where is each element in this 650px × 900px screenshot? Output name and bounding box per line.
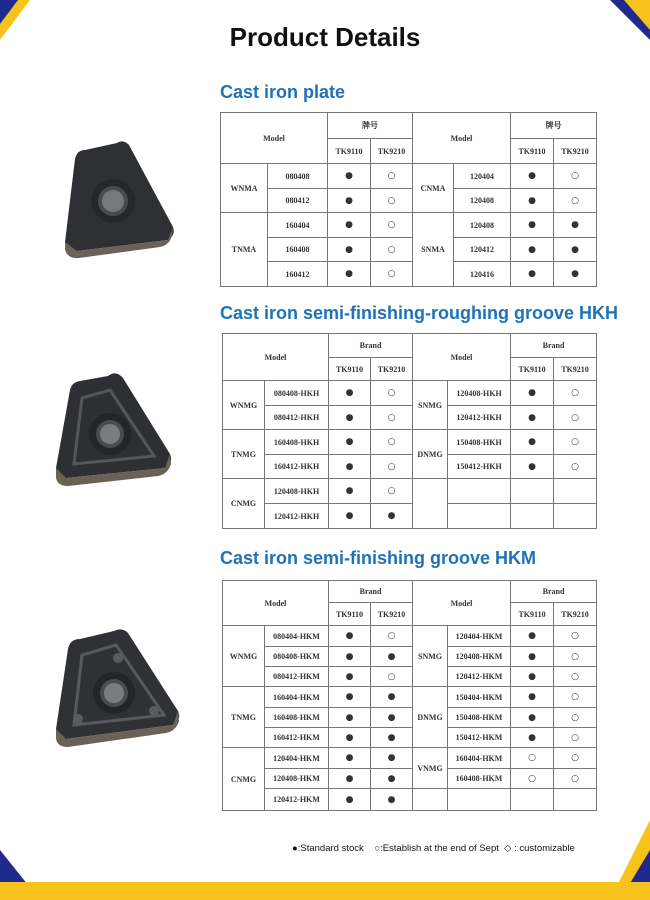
wnma-plate-icon — [55, 135, 180, 265]
family-cell: TNMG — [223, 430, 265, 479]
model-header: Model — [413, 113, 511, 164]
model-code: 080412-HKH — [265, 406, 329, 430]
brand-header: 牌号 — [328, 113, 413, 139]
model-code: 160412 — [268, 262, 328, 287]
stock-mark: ○ — [554, 626, 597, 647]
stock-mark: ● — [511, 667, 554, 687]
grade-header: TK9210 — [371, 139, 413, 164]
stock-mark: ○ — [371, 455, 413, 479]
stock-mark: ○ — [371, 626, 413, 647]
stock-mark: ○ — [554, 381, 597, 406]
model-code: 080408-HKM — [265, 647, 329, 667]
stock-mark: ● — [329, 455, 371, 479]
model-code: 120412-HKH — [448, 406, 511, 430]
model-code: 150408-HKH — [448, 430, 511, 455]
model-code: 120408-HKM — [448, 647, 511, 667]
model-header: Model — [221, 113, 328, 164]
family-cell: CNMG — [223, 748, 265, 811]
model-code: 080412 — [268, 189, 328, 213]
stock-mark: ● — [371, 687, 413, 708]
stock-mark: ● — [329, 430, 371, 455]
family-cell: WNMG — [223, 626, 265, 687]
family-cell: DNMG — [413, 687, 448, 748]
stock-mark: ● — [511, 430, 554, 455]
section-title-hkh: Cast iron semi-finishing-roughing groove HKH — [220, 303, 619, 323]
family-cell: SNMA — [413, 213, 454, 287]
page-title: Product Details — [229, 22, 421, 52]
legend-standard-stock: ●:Standard stock — [292, 843, 364, 854]
stock-mark: ● — [511, 213, 554, 238]
family-cell: TNMA — [221, 213, 268, 287]
model-code: 120408-HKH — [448, 381, 511, 406]
stock-mark: ● — [329, 626, 371, 647]
stock-mark: ● — [328, 238, 371, 262]
stock-mark: ○ — [554, 455, 597, 479]
stock-mark: ○ — [554, 728, 597, 748]
model-header: Model — [223, 581, 329, 626]
stock-mark: ● — [511, 238, 554, 262]
section-title-cast-iron-plate: Cast iron plate — [220, 82, 346, 102]
model-header: Model — [413, 334, 511, 381]
model-code: 120412-HKM — [265, 789, 329, 811]
stock-mark: ○ — [554, 406, 597, 430]
family-cell: CNMG — [223, 479, 265, 529]
stock-mark: ● — [511, 687, 554, 708]
legend-establish: ○:Establish at the end of Sept — [374, 843, 499, 854]
stock-mark: ○ — [554, 687, 597, 708]
model-code: 160408-HKH — [265, 430, 329, 455]
brand-header: Brand — [329, 581, 413, 603]
stock-mark: ● — [329, 687, 371, 708]
stock-mark: ● — [328, 189, 371, 213]
section-title-hkm: Cast iron semi-finishing groove HKM — [220, 548, 537, 568]
grade-header: TK9210 — [371, 358, 413, 381]
brand-header: Brand — [329, 334, 413, 358]
model-code: 160404 — [268, 213, 328, 238]
stock-mark: ○ — [371, 189, 413, 213]
wnmg-hkh-insert-icon — [50, 368, 180, 493]
model-code: 080412-HKM — [265, 667, 329, 687]
model-code — [448, 789, 511, 811]
stock-mark: ○ — [554, 667, 597, 687]
stock-mark: ● — [329, 647, 371, 667]
stock-mark: ○ — [371, 164, 413, 189]
model-code: 160404-HKM — [265, 687, 329, 708]
family-cell: CNMA — [413, 164, 454, 213]
stock-mark: ○ — [371, 238, 413, 262]
stock-mark: ○ — [371, 381, 413, 406]
grade-header: TK9110 — [511, 603, 554, 626]
model-code: 120412 — [454, 238, 511, 262]
model-code: 150412-HKM — [448, 728, 511, 748]
model-code: 160408 — [268, 238, 328, 262]
stock-mark: ● — [371, 748, 413, 769]
model-code: 120408 — [454, 189, 511, 213]
stock-mark: ● — [554, 213, 597, 238]
stock-mark: ● — [329, 504, 371, 529]
stock-mark: ○ — [511, 748, 554, 769]
family-cell: TNMG — [223, 687, 265, 748]
model-code: 120404 — [454, 164, 511, 189]
grade-header: TK9110 — [329, 358, 371, 381]
stock-mark: ● — [371, 708, 413, 728]
stock-mark: ○ — [371, 262, 413, 287]
stock-mark: ○ — [371, 479, 413, 504]
stock-mark: ● — [511, 708, 554, 728]
grade-header: TK9210 — [554, 358, 597, 381]
bottom-yellow-bar — [0, 882, 650, 900]
stock-mark: ● — [329, 748, 371, 769]
stock-mark: ● — [328, 213, 371, 238]
stock-mark: ○ — [371, 667, 413, 687]
stock-mark: ● — [511, 455, 554, 479]
stock-mark: ● — [554, 238, 597, 262]
stock-mark: ○ — [554, 189, 597, 213]
stock-mark: ● — [329, 708, 371, 728]
stock-mark: ● — [329, 789, 371, 811]
stock-mark: ● — [329, 479, 371, 504]
model-code: 120412-HKH — [265, 504, 329, 529]
model-code: 080408-HKH — [265, 381, 329, 406]
stock-mark — [554, 504, 597, 529]
stock-mark: ● — [329, 381, 371, 406]
model-code: 150404-HKM — [448, 687, 511, 708]
stock-mark: ○ — [554, 769, 597, 789]
stock-mark: ● — [371, 504, 413, 529]
grade-header: TK9110 — [328, 139, 371, 164]
legend-customizable: ◇ : customizable — [504, 843, 575, 854]
empty-cell — [413, 789, 448, 811]
spec-table-cast-iron-plate — [220, 112, 597, 287]
family-cell: WNMG — [223, 381, 265, 430]
model-code: 120408-HKH — [265, 479, 329, 504]
stock-mark: ● — [511, 262, 554, 287]
family-cell: SNMG — [413, 381, 448, 430]
model-header: Model — [223, 334, 329, 381]
brand-header: Brand — [511, 581, 597, 603]
model-code: 120404-HKM — [265, 748, 329, 769]
family-cell — [413, 479, 448, 529]
stock-mark — [554, 479, 597, 504]
model-header: Model — [413, 581, 511, 626]
stock-mark: ● — [371, 728, 413, 748]
spec-table-hkh — [222, 333, 597, 529]
model-code: 080408 — [268, 164, 328, 189]
stock-mark: ● — [329, 406, 371, 430]
model-code — [448, 504, 511, 529]
model-code: 160412-HKM — [265, 728, 329, 748]
stock-mark — [511, 479, 554, 504]
stock-mark — [511, 789, 554, 811]
model-code: 120412-HKM — [448, 667, 511, 687]
stock-mark: ○ — [554, 708, 597, 728]
stock-mark: ● — [329, 769, 371, 789]
model-code: 150412-HKH — [448, 455, 511, 479]
stock-mark: ○ — [371, 213, 413, 238]
model-code: 150408-HKM — [448, 708, 511, 728]
family-cell: VNMG — [413, 748, 448, 789]
brand-header: 牌号 — [511, 113, 597, 139]
family-cell: SNMG — [413, 626, 448, 687]
family-cell: WNMA — [221, 164, 268, 213]
grade-header: TK9210 — [554, 139, 597, 164]
stock-mark: ● — [511, 406, 554, 430]
model-code: 160404-HKM — [448, 748, 511, 769]
wnmg-hkm-insert-icon — [50, 625, 190, 750]
stock-mark: ● — [511, 189, 554, 213]
model-code: 160408-HKM — [448, 769, 511, 789]
stock-mark — [511, 504, 554, 529]
legend — [292, 843, 575, 854]
stock-mark: ○ — [371, 430, 413, 455]
model-code: 080404-HKM — [265, 626, 329, 647]
model-code: 120416 — [454, 262, 511, 287]
model-code: 160408-HKM — [265, 708, 329, 728]
model-code: 120408 — [454, 213, 511, 238]
family-cell: DNMG — [413, 430, 448, 479]
spec-table-hkm — [222, 580, 597, 811]
grade-header: TK9210 — [554, 603, 597, 626]
stock-mark: ● — [371, 647, 413, 667]
stock-mark: ● — [371, 789, 413, 811]
stock-mark: ● — [554, 262, 597, 287]
stock-mark: ○ — [554, 430, 597, 455]
stock-mark: ● — [511, 728, 554, 748]
grade-header: TK9210 — [371, 603, 413, 626]
stock-mark: ○ — [511, 769, 554, 789]
stock-mark: ○ — [554, 164, 597, 189]
stock-mark: ● — [328, 262, 371, 287]
stock-mark: ● — [511, 381, 554, 406]
stock-mark: ● — [511, 164, 554, 189]
stock-mark: ○ — [554, 748, 597, 769]
stock-mark: ○ — [371, 406, 413, 430]
stock-mark: ● — [329, 667, 371, 687]
stock-mark: ● — [371, 769, 413, 789]
stock-mark: ● — [511, 626, 554, 647]
model-code: 120408-HKM — [265, 769, 329, 789]
model-code: 160412-HKH — [265, 455, 329, 479]
stock-mark: ● — [328, 164, 371, 189]
grade-header: TK9110 — [329, 603, 371, 626]
model-code — [448, 479, 511, 504]
stock-mark — [554, 789, 597, 811]
stock-mark: ○ — [554, 647, 597, 667]
brand-header: Brand — [511, 334, 597, 358]
model-code: 120404-HKM — [448, 626, 511, 647]
grade-header: TK9110 — [511, 139, 554, 164]
stock-mark: ● — [329, 728, 371, 748]
stock-mark: ● — [511, 647, 554, 667]
grade-header: TK9110 — [511, 358, 554, 381]
